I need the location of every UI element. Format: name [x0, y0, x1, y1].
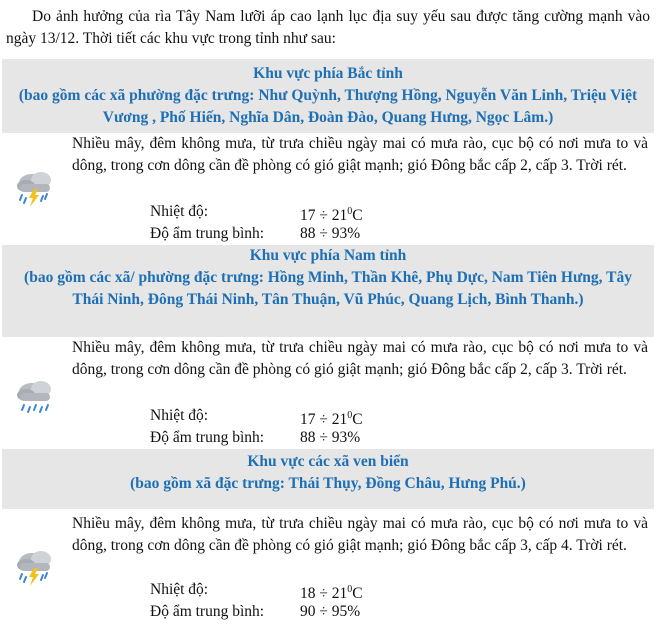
intro-paragraph: Do ảnh hưởng của rìa Tây Nam lưỡi áp cao lạnh lục địa suy yếu sau được tăng cường mạnh vào ngày 13/12. Thời tiết các khu vực trong tỉnh như sau: — [6, 8, 650, 47]
humidity-value: 88 ÷ 93% — [300, 429, 361, 446]
region-north-forecast: Nhiều mây, đêm không mưa, từ trưa chiều ngày mai có mưa rào, cục bộ có nơi mưa to và dông, trong cơn dông cần đề phòng có gió giật mạnh; gió Đông bắc cấp 2, cấp 3. Trời rét. — [72, 135, 648, 174]
region-coastal-measures — [0, 579, 656, 623]
temperature-label: Nhiệt độ: — [150, 581, 209, 598]
region-coastal-subtitle: (bao gồm xã đặc trưng: Thái Thụy, Đồng Châu, Hưng Phú.) — [130, 475, 526, 492]
region-south-subtitle: (bao gồm các xã/ phường đặc trưng: Hồng Minh, Thần Khê, Phụ Dực, Nam Tiên Hưng, Tây Thái Ninh, Đông Thái Ninh, Tân Thuận, Vũ Phúc, Quang Lịch, Bình Thanh.) — [24, 269, 632, 308]
temperature-value: $17 \div 21^0C$ — [300, 206, 363, 225]
region-coastal-forecast: Nhiều mây, đêm không mưa, từ trưa chiều ngày mai có mưa rào, cục bộ có nơi mưa to và dông, trong cơn dông cần đề phòng có gió giật mạnh; gió Đông bắc cấp 3, cấp 4. Trời rét. — [72, 515, 648, 554]
temperature-label: Nhiệt độ: — [150, 203, 209, 220]
region-north-title: Khu vực phía Bắc tỉnh — [253, 65, 403, 82]
region-north-measures — [0, 201, 656, 245]
region-south-title: Khu vực phía Nam tỉnh — [249, 247, 407, 264]
region-south-forecast: Nhiều mây, đêm không mưa, từ trưa chiều ngày mai có mưa rào, cục bộ có nơi mưa to và dông, trong cơn dông cần đề phòng có gió giật mạnh; gió Đông bắc cấp 2, cấp 3. Trời rét. — [72, 339, 648, 378]
temperature-value: $17 \div 21^0C$ — [300, 410, 363, 429]
humidity-value: 90 ÷ 95% — [300, 603, 361, 620]
region-north-subtitle: (bao gồm các xã phường đặc trưng: Như Quỳnh, Thượng Hồng, Nguyễn Văn Linh, Triệu Việt Vương , Phố Hiến, Nghĩa Dân, Đoàn Đào, Quang Hưng, Ngọc Lâm.) — [18, 87, 638, 126]
temperature-label: Nhiệt độ: — [150, 407, 209, 424]
humidity-label: Độ ẩm trung bình: — [150, 225, 265, 242]
temperature-value: $18 \div 21^0C$ — [300, 584, 363, 603]
region-north-header — [2, 59, 654, 133]
humidity-value: 88 ÷ 93% — [300, 225, 361, 242]
humidity-label: Độ ẩm trung bình: — [150, 429, 265, 446]
humidity-label: Độ ẩm trung bình: — [150, 603, 265, 620]
region-south-measures — [0, 405, 656, 449]
region-coastal-title: Khu vực các xã ven biển — [247, 453, 409, 470]
region-coastal-header — [2, 449, 654, 509]
region-south-header — [2, 245, 654, 337]
